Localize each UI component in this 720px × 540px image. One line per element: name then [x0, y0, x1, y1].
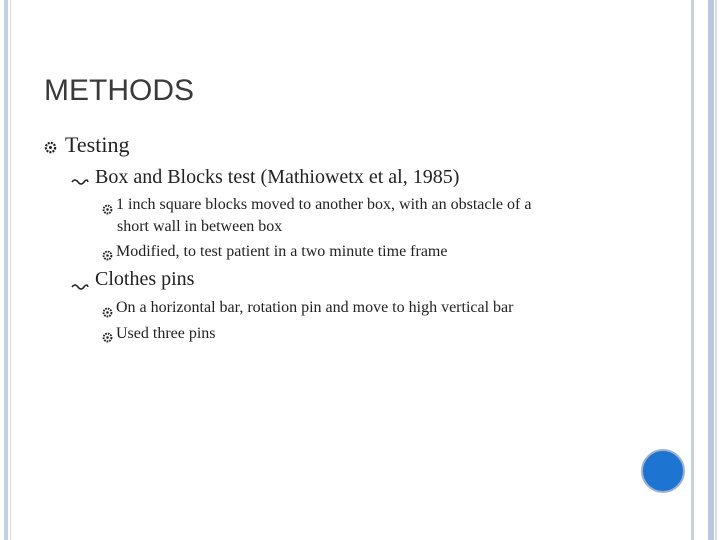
bullet-blocks-desc-line2: short wall in between box: [117, 218, 283, 235]
right-frame-bar: [691, 0, 694, 540]
bullet-testing: Testing: [65, 132, 130, 157]
gear-bullet-icon: [102, 200, 113, 219]
bullet-box-and-blocks: Box and Blocks test (Mathiowetx et al, 1985): [95, 166, 460, 188]
bullet-blocks-desc: [116, 194, 531, 238]
bullet-clothes-pins: Clothes pins: [95, 268, 195, 290]
right-frame-bar-outer: [708, 0, 714, 540]
bullet-three-pins: Used three pins: [116, 325, 216, 342]
gear-bullet-icon: [102, 246, 113, 265]
left-frame-bar: [4, 0, 8, 540]
wave-bullet-icon: [71, 277, 89, 296]
gear-bullet-icon: [44, 139, 57, 158]
decorative-circle: [641, 449, 685, 493]
gear-bullet-icon: [102, 328, 113, 347]
right-frame-line: [715, 0, 717, 540]
bullet-horizontal-bar: On a horizontal bar, rotation pin and move to high vertical bar: [116, 299, 514, 316]
gear-bullet-icon: [102, 303, 113, 322]
bullet-blocks-desc-line1: 1 inch square blocks moved to another box, with an obstacle of a: [116, 196, 532, 213]
wave-bullet-icon: [71, 172, 89, 191]
bullet-modified: Modified, to test patient in a two minute time frame: [116, 243, 448, 260]
left-frame-line: [10, 0, 11, 540]
slide-title: METHODS: [44, 74, 194, 107]
